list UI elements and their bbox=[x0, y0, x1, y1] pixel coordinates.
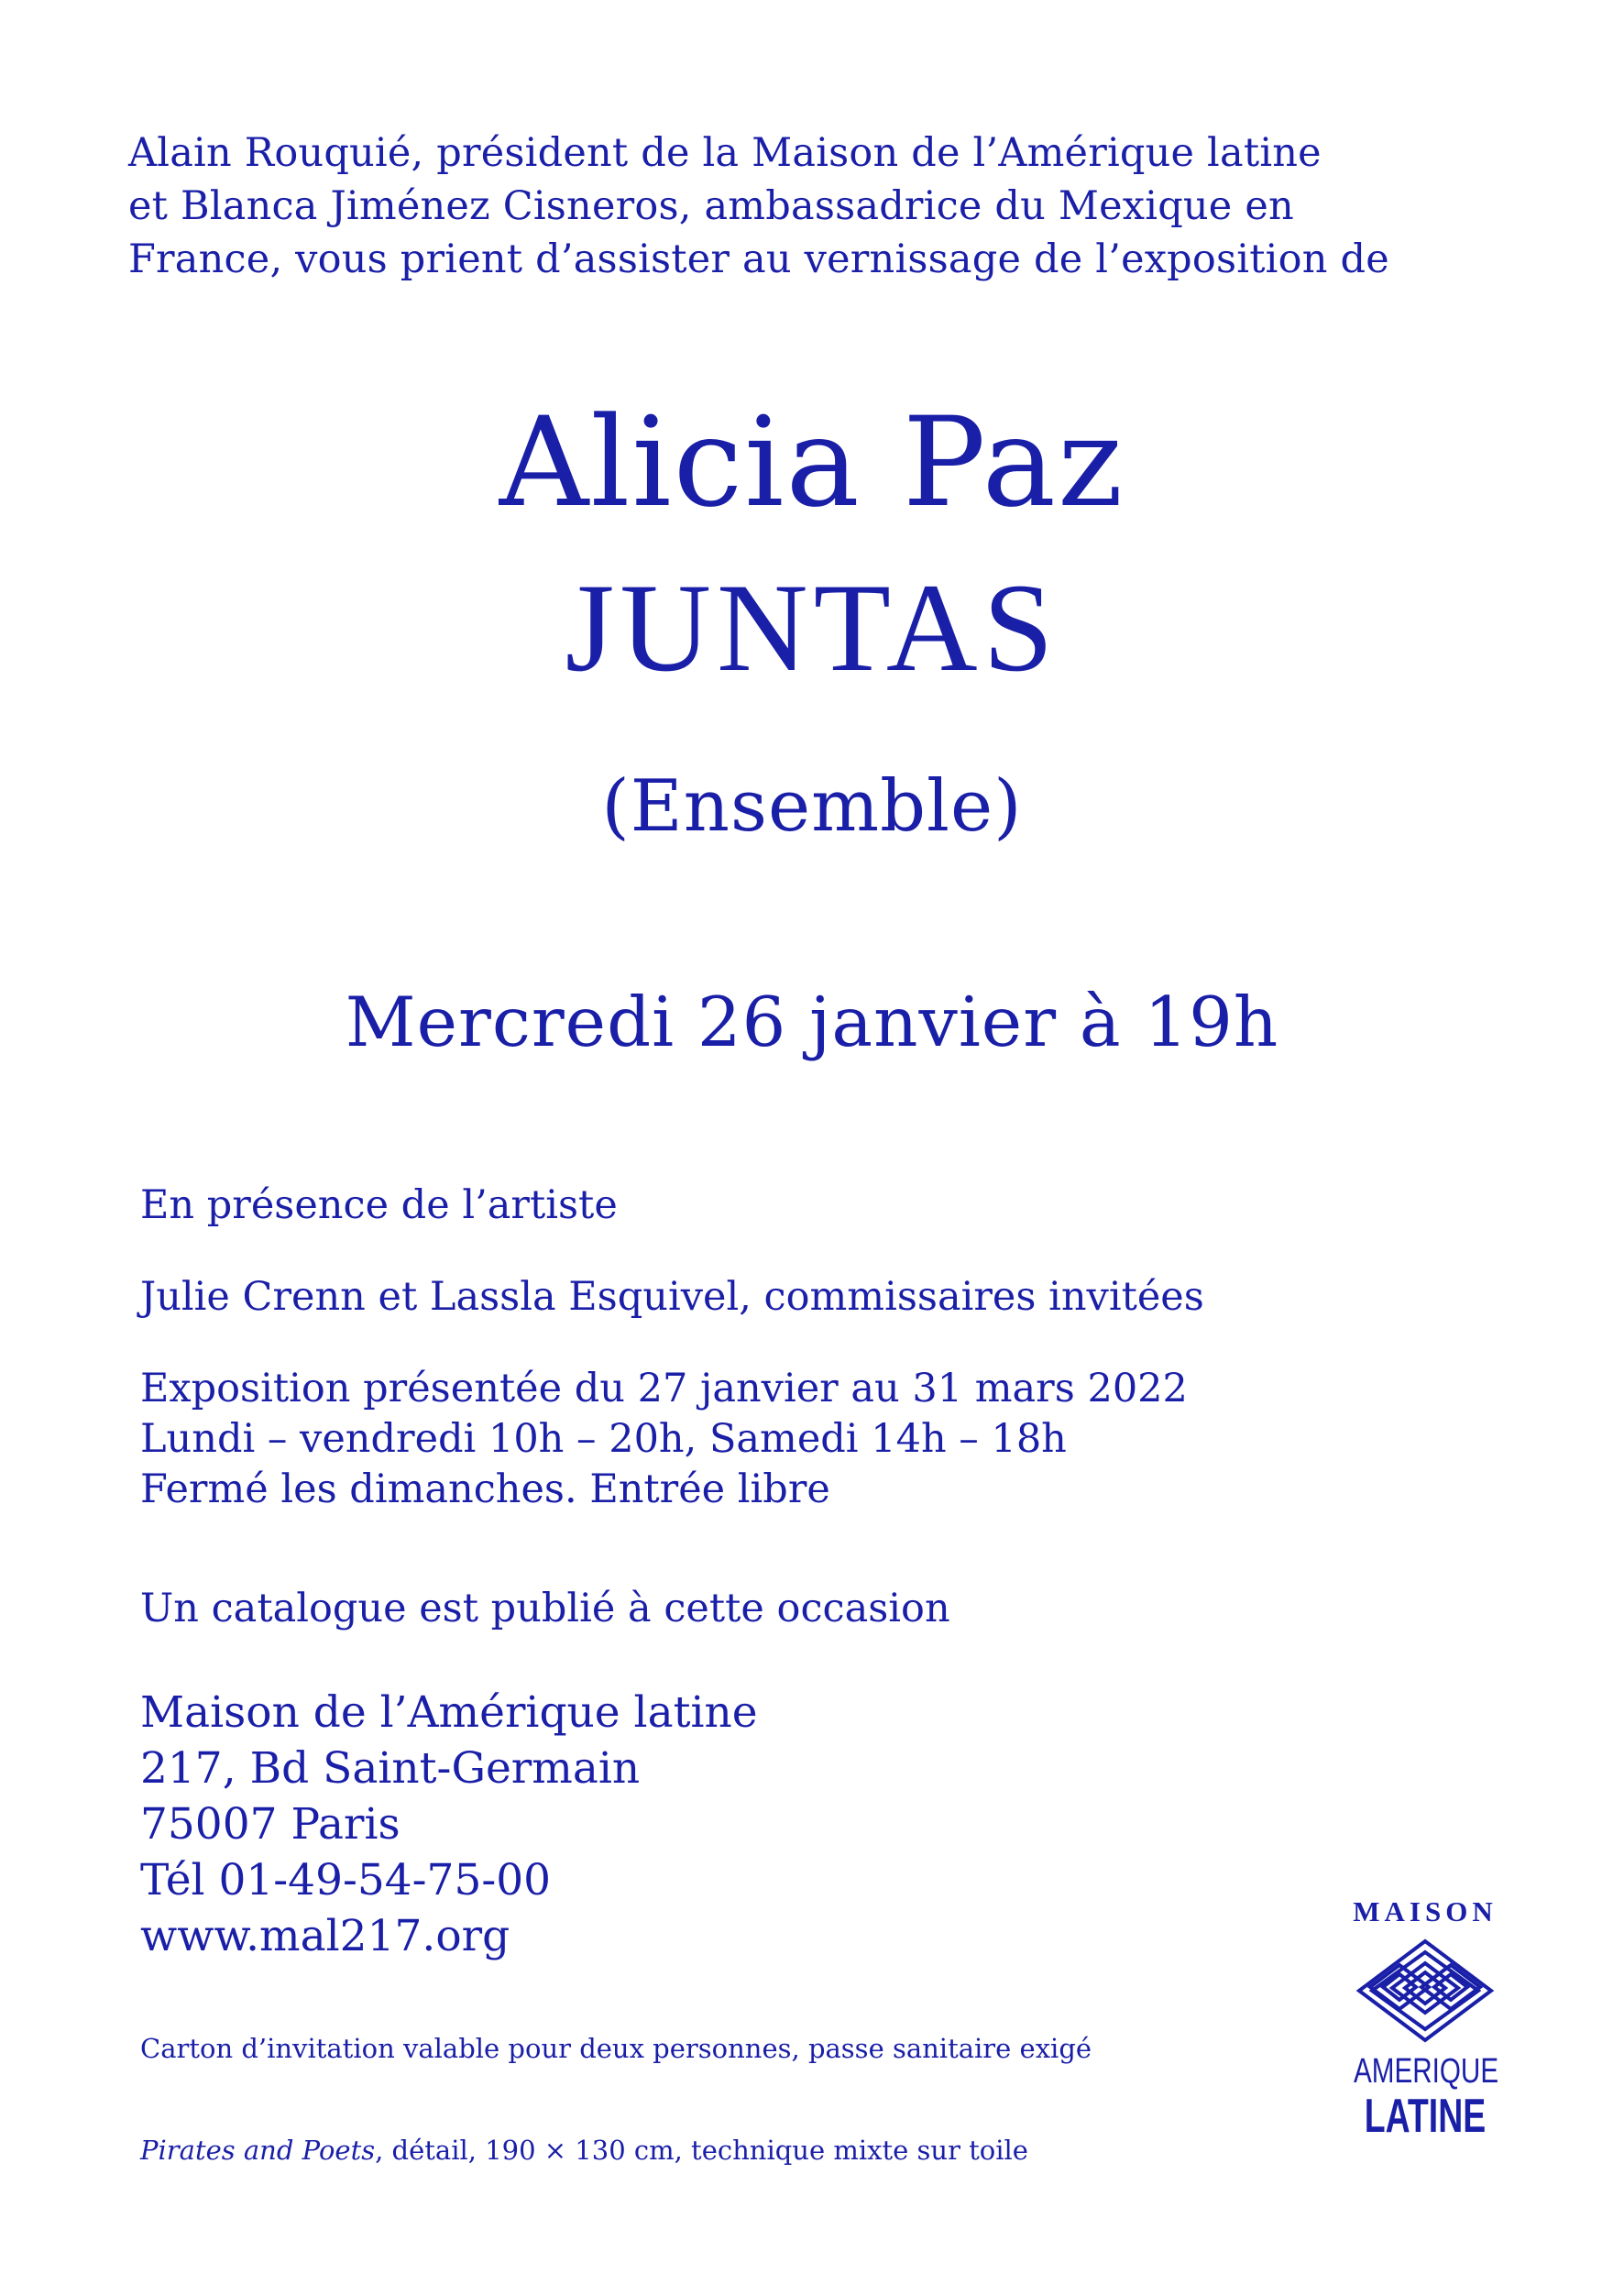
venue-address bbox=[140, 1685, 758, 1964]
exhibition-title: JUNTAS bbox=[565, 557, 1059, 697]
exhibition-subtitle: (Ensemble) bbox=[601, 765, 1023, 848]
intro-line: Alain Rouquié, président de la Maison de l’Amérique latine bbox=[128, 130, 1322, 176]
invitation-note: Carton d’invitation valable pour deux personnes, passe sanitaire exigé bbox=[140, 2033, 1092, 2064]
artwork-details: , détail, 190 × 130 cm, technique mixte sur toile bbox=[375, 2135, 1028, 2166]
catalogue-note: Un catalogue est publié à cette occasion bbox=[140, 1586, 950, 1631]
artist-presence: En présence de l’artiste bbox=[140, 1182, 618, 1228]
curators: Julie Crenn et Lassla Esquivel, commissaires invitées bbox=[140, 1274, 1204, 1320]
opening-hours: Lundi – vendredi 10h – 20h, Samedi 14h – 18h bbox=[140, 1416, 1067, 1462]
venue-phone: Tél 01-49-54-75-00 bbox=[140, 1855, 552, 1905]
intro-line: et Blanca Jiménez Cisneros, ambassadrice du Mexique en bbox=[128, 183, 1294, 229]
artwork-title: Pirates and Poets bbox=[140, 2135, 376, 2166]
logo-bottom-text: LATINE bbox=[1364, 2090, 1487, 2143]
intro-line: France, vous prient d’assister au vernissage de l’exposition de bbox=[128, 236, 1389, 282]
venue-street: 217, Bd Saint-Germain bbox=[140, 1743, 641, 1794]
artwork-credit bbox=[140, 2132, 1028, 2169]
intro-paragraph bbox=[128, 126, 1558, 286]
logo-top-text: MAISON bbox=[1353, 1895, 1498, 1927]
exhibition-dates: Exposition présentée du 27 janvier au 31 mars 2022 bbox=[140, 1366, 1188, 1411]
interlaced-diamond-icon bbox=[1354, 1936, 1497, 2046]
venue-city: 75007 Paris bbox=[140, 1799, 401, 1850]
closing-info: Fermé les dimanches. Entrée libre bbox=[140, 1466, 830, 1512]
venue-name: Maison de l’Amérique latine bbox=[140, 1687, 758, 1738]
maison-amerique-latine-logo bbox=[1333, 1895, 1517, 2170]
logo-middle-text: AMERIQUE bbox=[1354, 2052, 1499, 2091]
opening-date: Mercredi 26 janvier à 19h bbox=[345, 982, 1279, 1062]
artist-name: Alicia Paz bbox=[499, 390, 1125, 534]
venue-website[interactable]: www.mal217.org bbox=[140, 1911, 510, 1961]
